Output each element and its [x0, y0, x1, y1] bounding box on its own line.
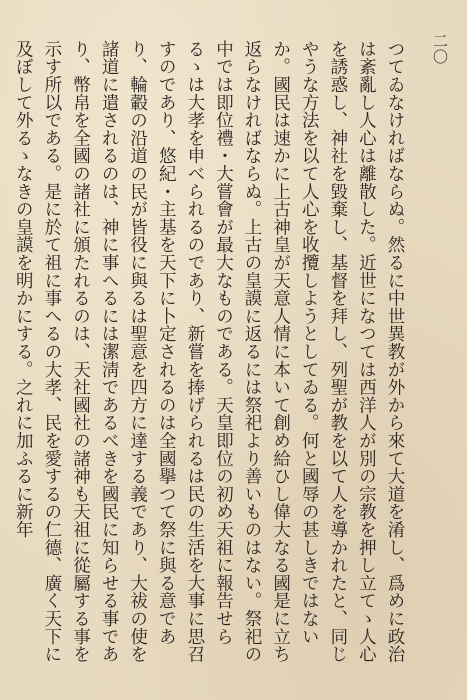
page-number: 二〇: [431, 33, 449, 65]
body-text: [9, 40, 409, 680]
paragraph: つてゐなければならぬ。然るに中世異教が外から來て大道を淆し、爲めに政治は紊亂し人心は離散した。近世になつては西洋人が別の宗教を押し立てゝ人心を誘惑し、神社を毀棄し、基督を拜し、列聖が教を以て人を導かれたと、同じやうな方法を以て人心を收攬しようとしてゐる。何と國辱の甚しきではないか。國民は速かに上古神皇が天意人情に本いて創め給ひし偉大なる國是に立ち返らなければならぬ。上古の皇謨に返るには祭祀より善いものはない。祭祀の中では即位禮・大嘗會が最大なものである。天皇即位の初め天祖に報告せらるゝは大孝を申べられるのであり、新嘗を捧げられるは民の生活を大事に思召すのであり、悠紀・主基を天下に卜定されるのは全國擧つて祭に與る意であり、輪轂の沿道の民が皆役に與るは聖意を四方に達する義であり、大祓の使を諸道に遣されるのは、神に事へるには潔淸であるべきを國民に知らせる事であり、幣帛を全國の諸社に頒たれるのは、天社國社の諸神も天祖に從屬する事を示す所以である。是に於て祖に事へるの大孝、民を愛するの仁德、廣く天下に及ぼして外るゝなきの皇謨を明かにする。之れに加ふるに新年: [13, 40, 405, 663]
